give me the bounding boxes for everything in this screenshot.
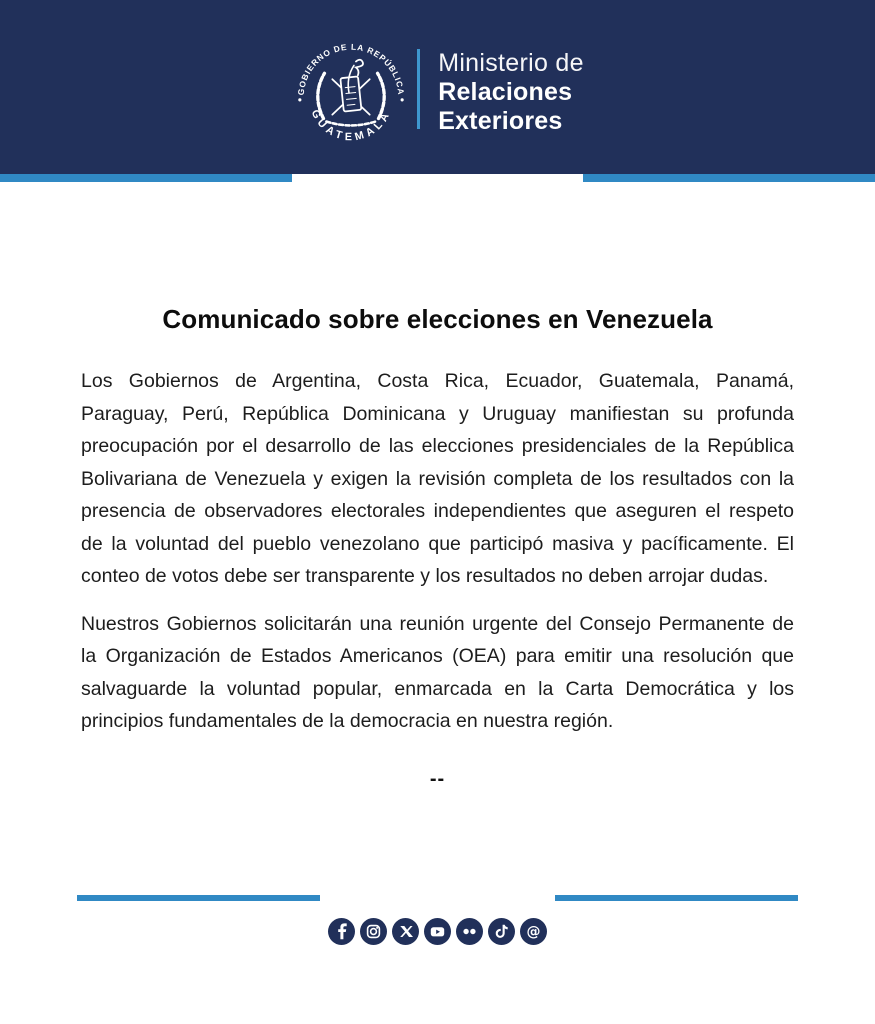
accent-bar-left <box>0 174 292 182</box>
ministry-line-1: Ministerio de <box>438 48 584 77</box>
communique-title: Comunicado sobre elecciones en Venezuela <box>162 304 713 334</box>
flickr-icon[interactable] <box>456 918 483 945</box>
seal-bottom-text: GUATEMALA <box>308 107 394 144</box>
ministry-line-2: Relaciones <box>438 77 573 106</box>
communique-paragraph-2: Nuestros Gobiernos solicitarán una reunión urgente del Consejo Permanente de la Organización de Estados Americanos (OEA) para emitir una resolución que salvaguarde la voluntad popular, enmarcada en la Carta Democrática y los principios fundamentales de la democracia en nuestra región. <box>81 612 794 732</box>
accent-gap <box>292 174 583 182</box>
communique-body <box>0 304 875 791</box>
communique-paragraph-1: Los Gobiernos de Argentina, Costa Rica, Ecuador, Guatemala, Panamá, Paraguay, Perú, República Dominicana y Uruguay manifiestan su profunda preocupación por el desarrollo de las elecciones presidenciales de la República Bolivariana de Venezuela y exigen la revisión completa de los resultados con la presencia de observadores electorales independientes que aseguren el respeto de la voluntad del pueblo venezolano que participó masiva y pacíficamente. El conteo de votos debe ser transparente y los resultados no deben arrojar dudas. <box>81 370 794 587</box>
tiktok-icon[interactable] <box>488 918 515 945</box>
footer-bar-left <box>77 895 320 901</box>
footer-bar-right <box>555 895 798 901</box>
seal-top-text: GOBIERNO DE LA REPÚBLICA <box>295 41 407 96</box>
accent-bar-right <box>583 174 875 182</box>
ministry-wordmark <box>438 49 584 136</box>
end-separator: -- <box>429 767 446 790</box>
header-banner <box>0 0 875 174</box>
instagram-icon[interactable] <box>360 918 387 945</box>
footer-accent-bars <box>0 895 875 901</box>
youtube-icon[interactable] <box>424 918 451 945</box>
header-accent-strip <box>0 174 875 182</box>
guatemala-government-seal <box>291 32 411 152</box>
x-twitter-icon[interactable] <box>392 918 419 945</box>
threads-icon[interactable]: @ <box>520 918 547 945</box>
header-divider-line <box>417 49 420 129</box>
ministry-line-3: Exteriores <box>438 106 563 135</box>
coat-of-arms <box>318 60 384 126</box>
facebook-icon[interactable] <box>328 918 355 945</box>
social-icons-row <box>0 918 875 945</box>
